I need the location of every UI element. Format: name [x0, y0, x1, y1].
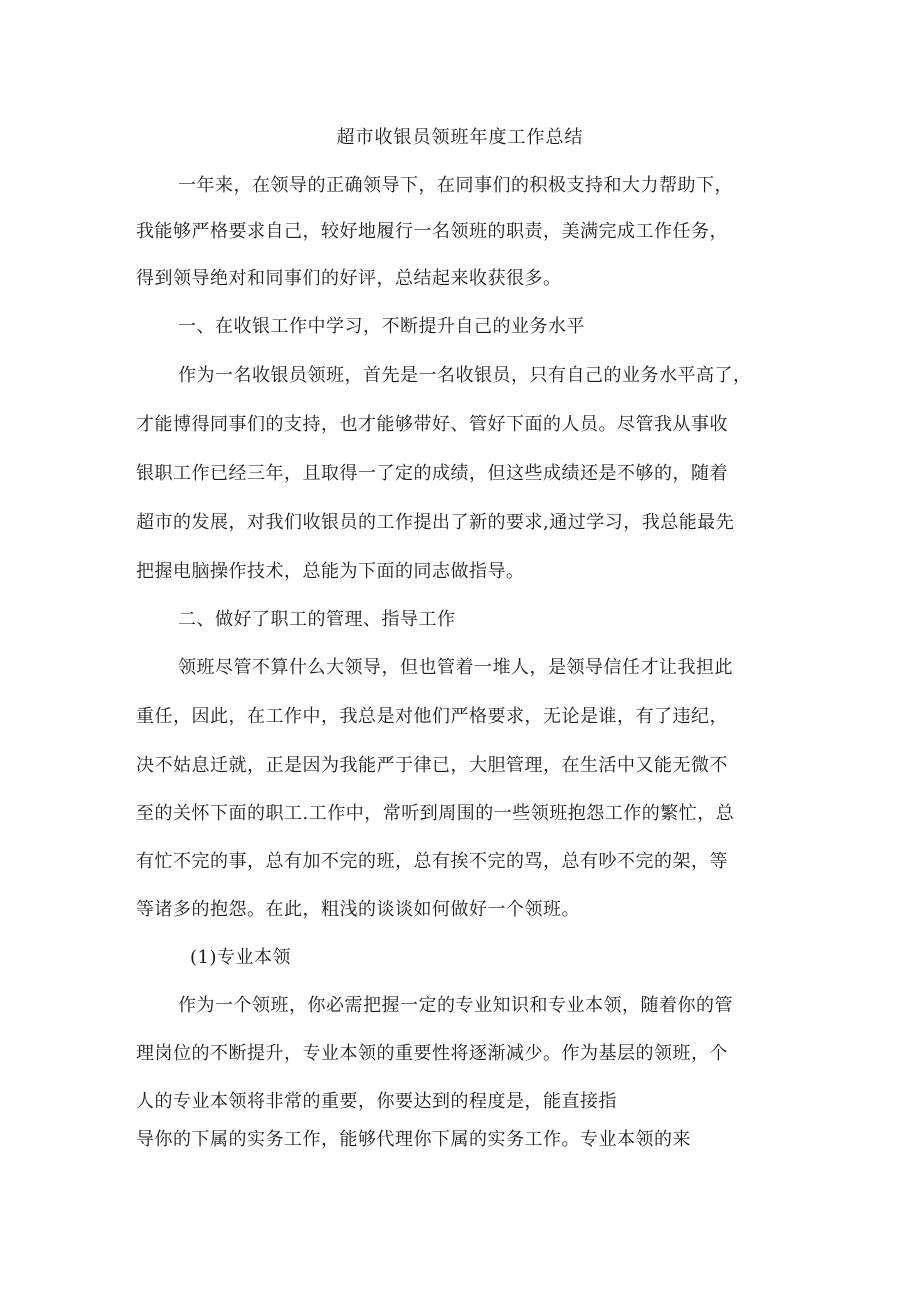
paragraph-line: 把握电脑操作技术，总能为下面的同志做指导。	[136, 561, 525, 582]
paragraph-line: 作为一名收银员领班，首先是一名收银员，只有自己的业务水平高了，	[178, 365, 752, 386]
subsection-heading: (1)专业本领	[190, 947, 291, 968]
paragraph-line: 作为一个领班，你必需把握一定的专业知识和专业本领，随着你的管	[178, 995, 733, 1016]
paragraph-line: 至的关怀下面的职工.工作中，常听到周围的一些领班抱怨工作的繁忙，总	[136, 803, 735, 824]
paragraph-line: 决不姑息迁就，正是因为我能严于律已，大胆管理，在生活中又能无微不	[136, 755, 728, 776]
paragraph-line: 一年来，在领导的正确领导下，在同事们的积极支持和大力帮助下，	[178, 175, 733, 196]
paragraph-line: 人的专业本领将非常的重要，你要达到的程度是，能直接指	[136, 1091, 617, 1112]
paragraph-line: 才能博得同事们的支持，也才能够带好、管好下面的人员。尽管我从事收	[136, 414, 728, 435]
paragraph-line: 有忙不完的事，总有加不完的班，总有挨不完的骂，总有吵不完的架，等	[136, 851, 728, 872]
paragraph-line: 导你的下属的实务工作，能够代理你下属的实务工作。专业本领的来	[136, 1129, 691, 1150]
paragraph-line: 理岗位的不断提升，专业本领的重要性将逐渐减少。作为基层的领班，个	[136, 1043, 728, 1064]
section-heading: 一、在收银工作中学习，不断提升自己的业务水平	[178, 316, 585, 337]
paragraph-line: 银职工作已经三年，且取得一了定的成绩，但这些成绩还是不够的，随着	[136, 463, 728, 484]
paragraph-line: 领班尽管不算什么大领导，但也管着一堆人，是领导信任才让我担此	[178, 657, 733, 678]
document-title: 超市收银员领班年度工作总结	[336, 127, 584, 148]
paragraph-line: 得到领导绝对和同事们的好评，总结起来收获很多。	[136, 268, 562, 289]
paragraph-line: 重任，因此，在工作中，我总是对他们严格要求，无论是谁，有了违纪，	[136, 706, 728, 727]
section-heading: 二、做好了职工的管理、指导工作	[178, 609, 456, 630]
paragraph-line: 我能够严格要求自己，较好地履行一名领班的职责，美满完成工作任务，	[136, 221, 728, 242]
paragraph-line: 超市的发展，对我们收银员的工作提出了新的要求,通过学习，我总能最先	[136, 512, 735, 533]
paragraph-line: 等诸多的抱怨。在此，粗浅的谈谈如何做好一个领班。	[136, 899, 580, 920]
